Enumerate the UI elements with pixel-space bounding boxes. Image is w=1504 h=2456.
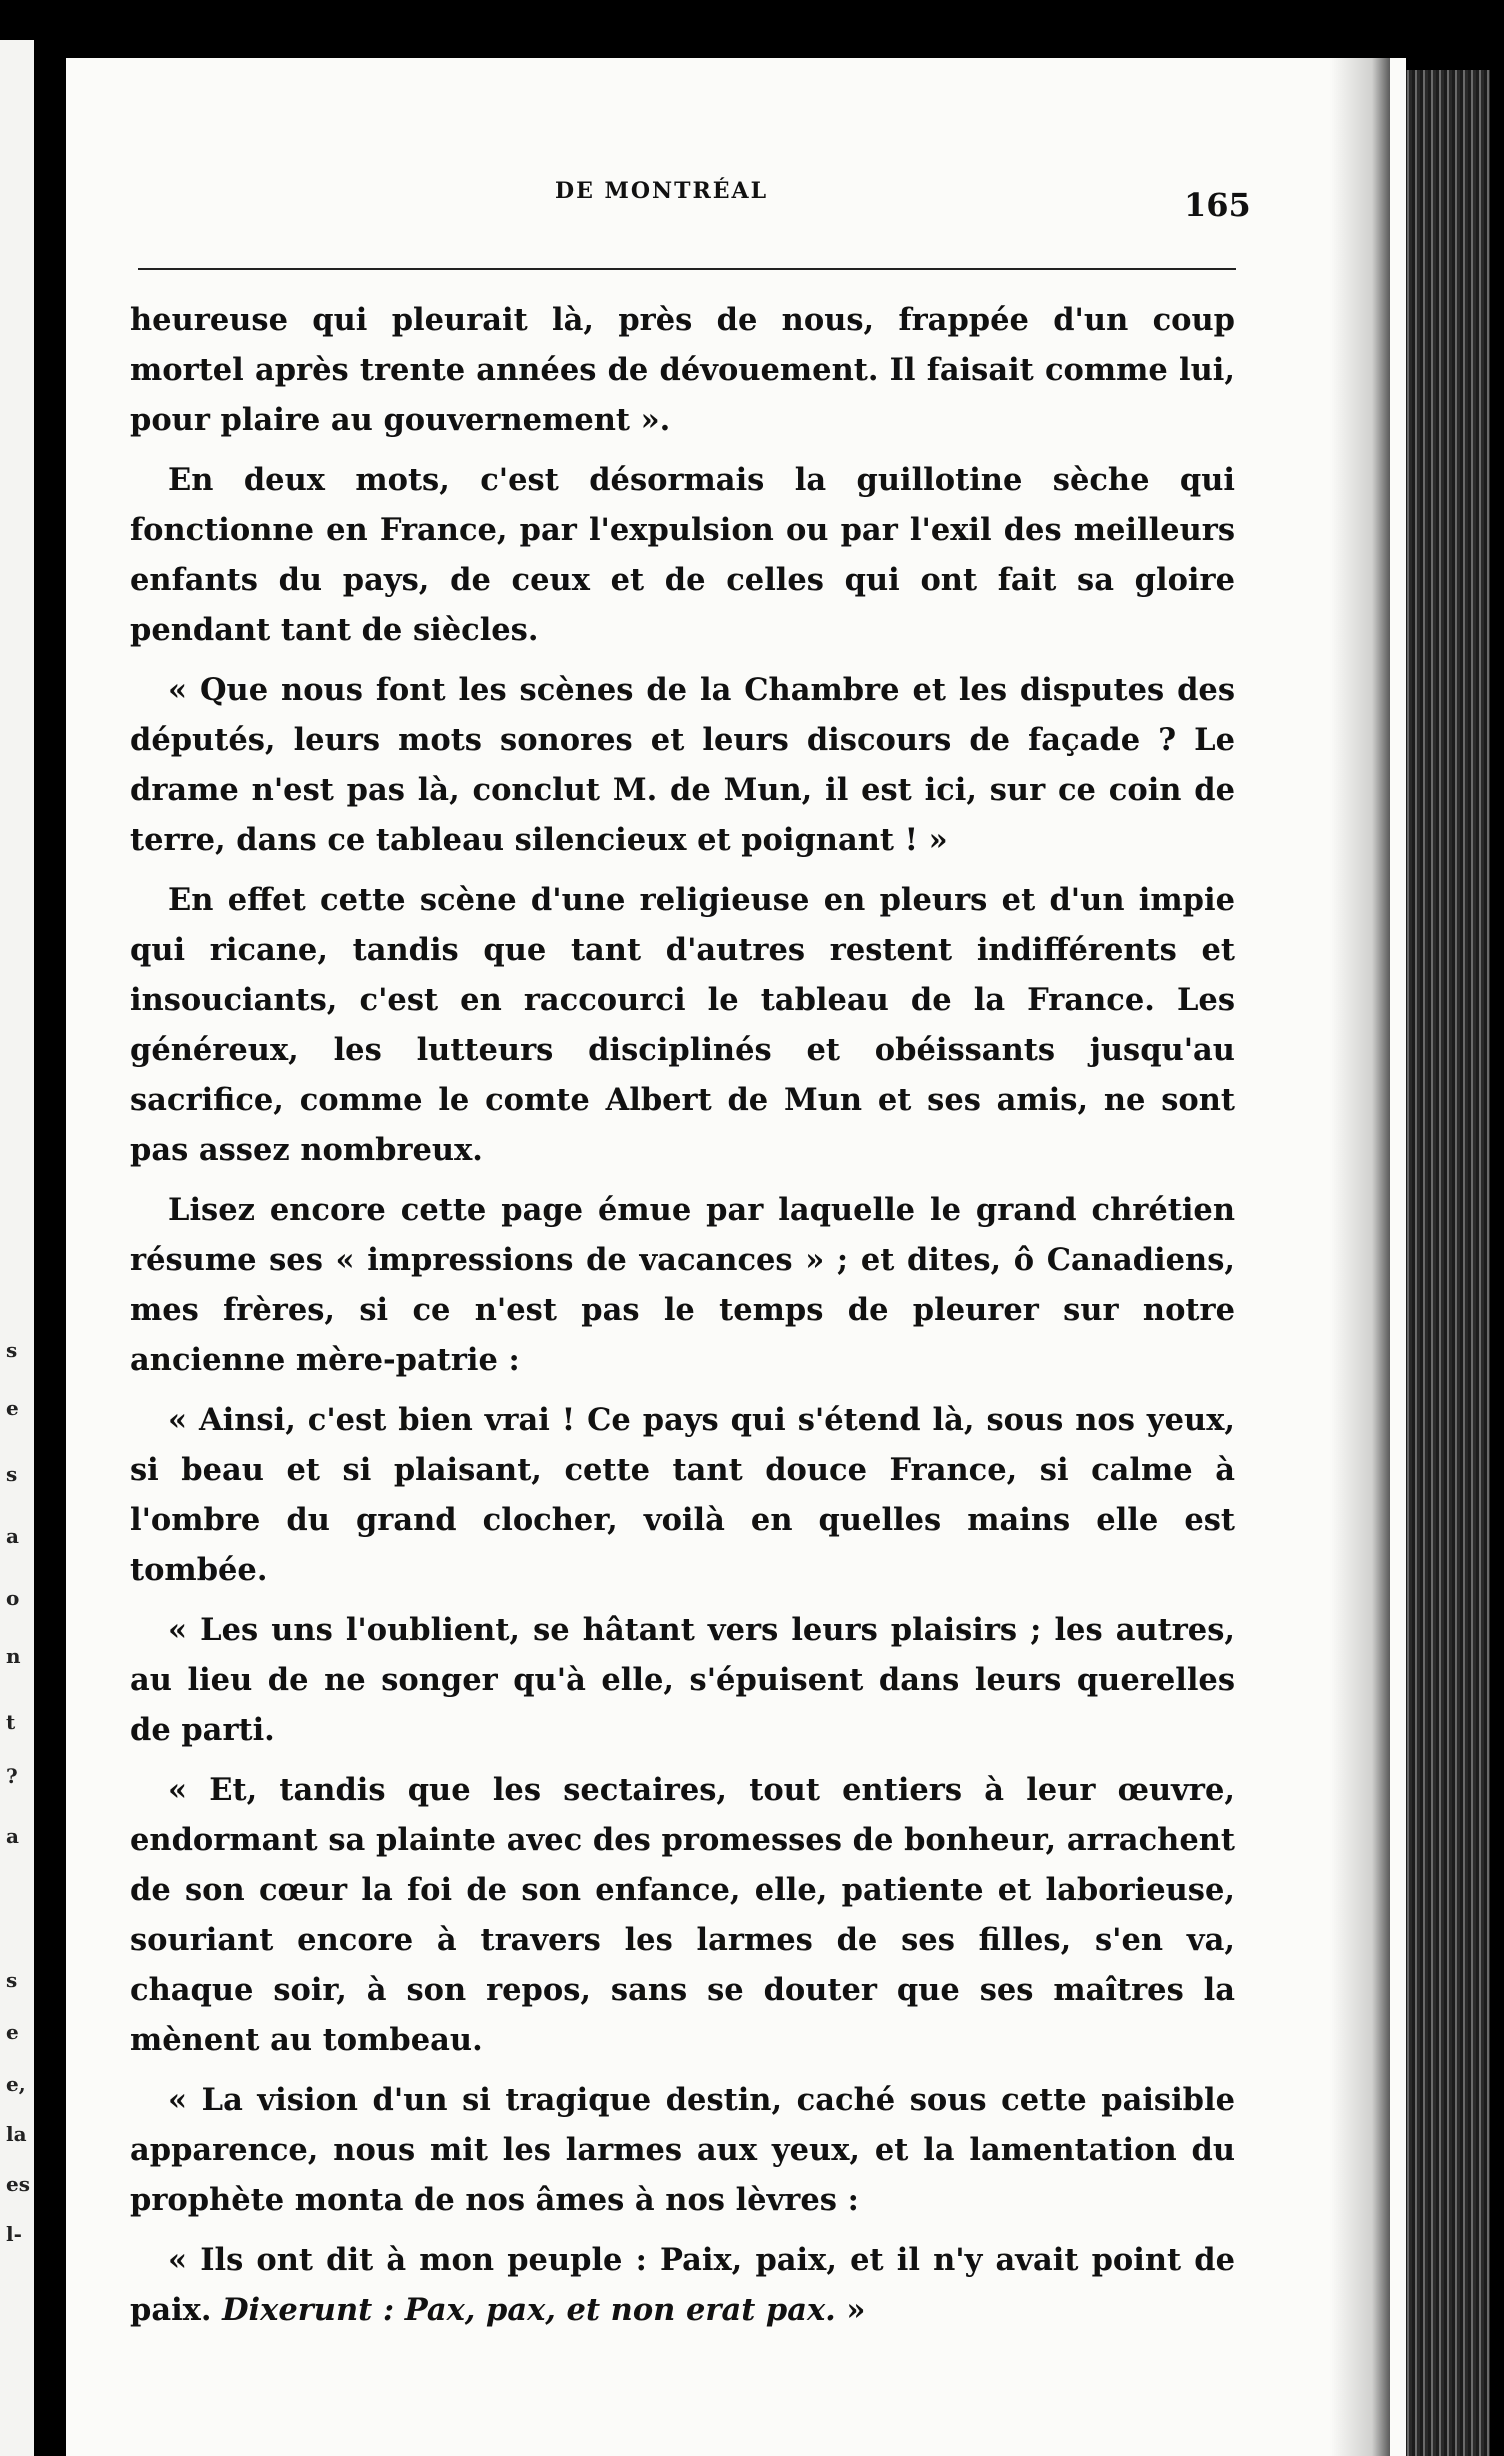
quote-paragraph: « Les uns l'oublient, se hâtant vers leurs plaisirs ; les autres, au lieu de ne songer qu'à elle, s'épuisent dans leurs querelles de parti. <box>130 1612 1235 1748</box>
facing-page-fragment: a <box>6 1524 19 1548</box>
latin-quote: Dixerunt : Pax, pax, et non erat pax. <box>222 2292 836 2328</box>
facing-page-fragment: e <box>6 1396 19 1420</box>
facing-page-fragment: o <box>6 1586 20 1610</box>
paragraph: heureuse qui pleurait là, près de nous, frappée d'un coup mortel après trente années de dévouement. Il faisait comme lui, pour plaire au gouvernement ». <box>130 302 1235 438</box>
paragraph: Lisez encore cette page émue par laquelle le grand chrétien résume ses « impressions de vacances » ; et dites, ô Canadiens, mes frères, si ce n'est pas le temps de pleurer sur notre ancienne mère-patrie : <box>130 1192 1235 1378</box>
facing-page-fragment: la <box>6 2122 27 2146</box>
paragraph: En deux mots, c'est désormais la guillotine sèche qui fonctionne en France, par l'expulsion ou par l'exil des meilleurs enfants du pays, de ceux et de celles qui ont fait sa gloire pendant tant de siècles. <box>130 462 1235 648</box>
facing-page-fragment: l- <box>6 2222 22 2246</box>
quote-paragraph: « Et, tandis que les sectaires, tout entiers à leur œuvre, endormant sa plainte avec des promesses de bonheur, arrachent de son cœur la foi de son enfance, elle, patiente et laborieuse, souriant encore à travers les larmes de ses filles, s'en va, chaque soir, à son repos, sans se douter que ses maîtres la mènent au tombeau. <box>130 1772 1235 2058</box>
paragraph: « Que nous font les scènes de la Chambre et les disputes des députés, leurs mots sonores et leurs discours de façade ? Le drame n'est pas là, conclut M. de Mun, il est ici, sur ce coin de terre, dans ce tableau silencieux et poignant ! » <box>130 672 1235 858</box>
facing-page-fragment: t <box>6 1710 16 1734</box>
facing-page-fragment: n <box>6 1644 21 1668</box>
facing-page-fragment: ? <box>6 1764 18 1788</box>
facing-page-fragment: es <box>6 2172 30 2196</box>
facing-page-fragment: s <box>6 1338 18 1362</box>
quote-close: » <box>835 2292 866 2328</box>
running-head: DE MONTRÉAL <box>555 178 769 204</box>
quote-paragraph: « Ainsi, c'est bien vrai ! Ce pays qui s'étend là, sous nos yeux, si beau et si plaisant, cette tant douce France, si calme à l'ombre du grand clocher, voilà en quelles mains elle est tombée. <box>130 1402 1235 1588</box>
header-rule <box>138 268 1236 270</box>
facing-page-fragment: a <box>6 1824 19 1848</box>
page-number: 165 <box>1184 186 1251 224</box>
quote-roman: « Ils ont dit à mon peuple : Paix, paix, et il n'y avait point de paix. <box>130 2242 1235 2328</box>
facing-page-edge <box>0 40 34 2456</box>
facing-page-fragment: s <box>6 1968 18 1992</box>
gutter-shadow <box>1330 58 1390 2456</box>
body-text <box>130 295 1235 2345</box>
paragraph: En effet cette scène d'une religieuse en pleurs et d'un impie qui ricane, tandis que tant d'autres restent indifférents et insouciants, c'est en raccourci le tableau de la France. Les généreux, les lutteurs disciplinés et obéissants jusqu'au sacrifice, comme le comte Albert de Mun et ses amis, ne sont pas assez nombreux. <box>130 882 1235 1168</box>
facing-page-fragment: e <box>6 2020 19 2044</box>
quote-paragraph: « La vision d'un si tragique destin, caché sous cette paisible apparence, nous mit les larmes aux yeux, et la lamentation du prophète monta de nos âmes à nos lèvres : <box>130 2082 1235 2218</box>
quote-paragraph-final <box>130 2235 1235 2335</box>
facing-page-fragment: s <box>6 1462 18 1486</box>
facing-page-fragment: e, <box>6 2072 26 2096</box>
